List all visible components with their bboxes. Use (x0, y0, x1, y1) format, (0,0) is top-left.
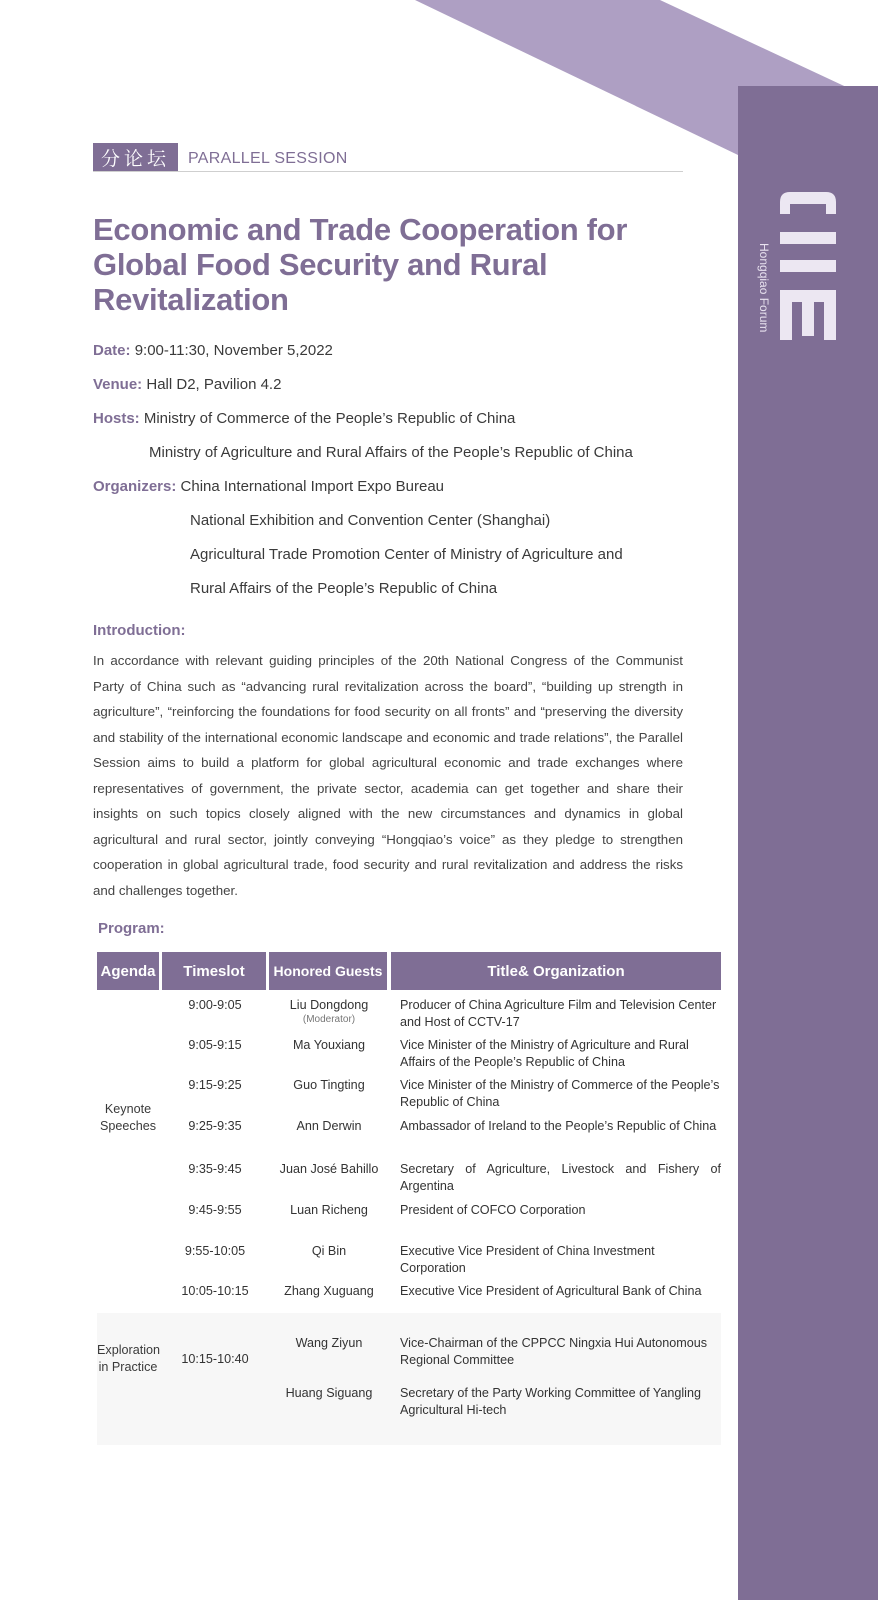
row-9-guest: Wang Ziyun (295, 1336, 363, 1350)
organizer-1: China International Import Expo Bureau (180, 478, 445, 495)
hosts-label: Hosts: (93, 410, 140, 427)
row-7-title: Executive Vice President of China Investment Corporation (400, 1244, 655, 1275)
organizer-3: Agricultural Trade Promotion Center of Ministry of Agriculture and (190, 546, 623, 563)
row-2-title: Vice Minister of the Ministry of Agriculture and Rural Affairs of the People’s Republic of China (400, 1038, 689, 1069)
row-4-title: Ambassador of Ireland to the People’s Republic of China (400, 1119, 717, 1133)
row-5-guest: Juan José Bahillo (279, 1162, 379, 1176)
row-10-title: Secretary of the Party Working Committee of Yangling Agricultural Hi-tech (400, 1386, 701, 1417)
row-1-title: Producer of China Agriculture Film and Television Center and Host of CCTV-17 (400, 998, 717, 1029)
exploration-section-bg (97, 1313, 721, 1445)
row-2-time: 9:05-9:15 (188, 1038, 242, 1052)
header-title-organization: Title& Organization (391, 952, 721, 990)
organizer-2: National Exhibition and Convention Center (Shanghai) (190, 512, 551, 529)
host-2: Ministry of Agriculture and Rural Affairs of the People’s Republic of China (149, 444, 633, 461)
header-honored-guests: Honored Guests (269, 952, 387, 990)
exploration-time: 10:15-10:40 (181, 1352, 249, 1366)
introduction-text: In accordance with relevant guiding principles of the 20th National Congress of the Communist Party of China such as “advancing rural revitalization across the board”, “building up strength in agriculture”, “reinforcing the foundations for food security on all fronts” and “preserving the diversity and stability of the international economic landscape and economic and trade relations”, the Parallel Session aims to build a platform for global agricultural economic and trade exchanges where representatives of government, the private sector, academia can get together and share their insights on such topics closely aligned with the new circumstances and dynamics in global agricultural and rural sector, jointly conveying “Hongqiao’s voice” as they pledge to strengthen cooperation in global agricultural trade, food security and rural revitalization and address the risks and challenges together. (93, 653, 683, 898)
session-en-label: PARALLEL SESSION (188, 150, 348, 167)
row-2-guest: Ma Youxiang (292, 1038, 366, 1052)
row-6-guest: Luan Richeng (290, 1203, 368, 1217)
row-8-title: Executive Vice President of Agricultural Bank of China (400, 1284, 702, 1298)
row-7-time: 9:55-10:05 (184, 1244, 246, 1258)
row-3-guest: Guo Tingting (293, 1078, 365, 1092)
host-1: Ministry of Commerce of the People’s Republic of China (143, 410, 516, 427)
row-8-guest: Zhang Xuguang (284, 1284, 374, 1298)
page-title: Economic and Trade Cooperation for Global Food Security and Rural Revitalization (93, 212, 628, 317)
row-5-title: Secretary of Agriculture, Livestock and Fishery of Argentina (400, 1162, 721, 1193)
row-1-guest (270, 997, 388, 1026)
parallel-session-tag (93, 143, 348, 171)
date-row (93, 342, 333, 359)
venue-label: Venue: (93, 376, 143, 393)
row-1-time: 9:00-9:05 (188, 998, 242, 1012)
row-6-time: 9:45-9:55 (188, 1203, 242, 1217)
row-7-guest: Qi Bin (311, 1244, 347, 1258)
introduction-heading: Introduction: (93, 622, 186, 639)
agenda-exploration-in-practice: Exploration in Practice (97, 1343, 161, 1374)
session-cn-label: 分论坛 (93, 143, 178, 171)
ciie-logo-subtitle: Hongqiao Forum (757, 243, 771, 333)
header-timeslot: Timeslot (162, 952, 266, 990)
row-3-title: Vice Minister of the Ministry of Commerce of the People’s Republic of China (400, 1078, 720, 1109)
venue-value: Hall D2, Pavilion 4.2 (146, 376, 282, 393)
date-label: Date: (93, 342, 131, 359)
ciie-logo (778, 186, 838, 346)
row-1-guest-note: (Moderator) (302, 1014, 356, 1025)
row-4-guest: Ann Derwin (296, 1119, 362, 1133)
row-3-time: 9:15-9:25 (188, 1078, 242, 1092)
row-8-time: 10:05-10:15 (181, 1284, 249, 1298)
header-agenda: Agenda (97, 952, 159, 990)
row-6-title: President of COFCO Corporation (400, 1203, 586, 1217)
program-heading: Program: (98, 920, 165, 937)
venue-row (93, 376, 281, 393)
organizer-4: Rural Affairs of the People’s Republic of China (190, 580, 498, 597)
header-divider (93, 171, 683, 172)
row-5-time: 9:35-9:45 (188, 1162, 242, 1176)
row-10-guest: Huang Siguang (285, 1386, 373, 1400)
row-9-title: Vice-Chairman of the CPPCC Ningxia Hui Autonomous Regional Committee (400, 1336, 708, 1367)
organizers-label: Organizers: (93, 478, 177, 495)
hosts-row (93, 410, 515, 427)
date-value: 9:00-11:30, November 5,2022 (134, 342, 333, 359)
row-1-guest-name: Liu Dongdong (289, 998, 369, 1012)
organizers-row (93, 478, 444, 495)
agenda-keynote-speeches: Keynote Speeches (99, 1102, 156, 1133)
row-4-time: 9:25-9:35 (188, 1119, 242, 1133)
